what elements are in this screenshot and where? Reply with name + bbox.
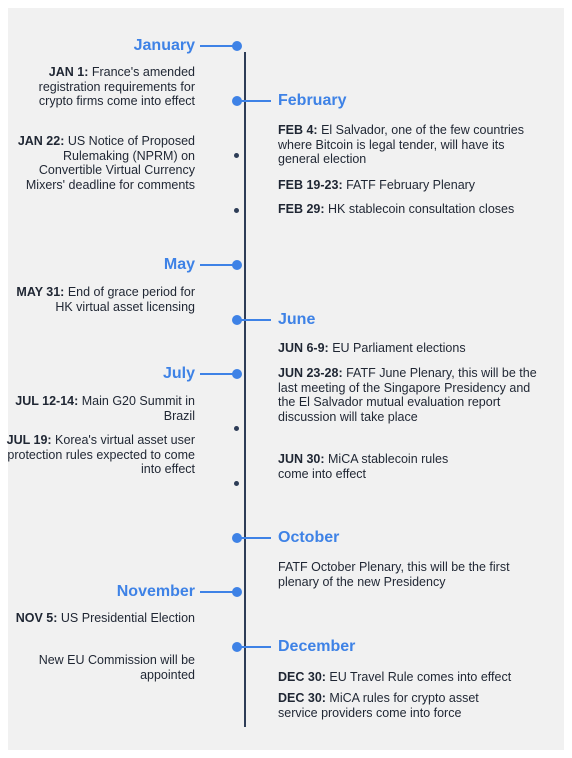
event-jun-6 xyxy=(278,341,540,356)
event-text: Korea's virtual asset user protection rules expected to come into effect xyxy=(7,433,195,476)
february-connector xyxy=(237,100,271,102)
event-text: US Presidential Election xyxy=(57,611,195,625)
event-text: New EU Commission will be appointed xyxy=(38,653,195,682)
month-may: May xyxy=(163,256,195,273)
event-text: MiCA rules for crypto asset service providers come into force xyxy=(278,691,479,720)
june-connector xyxy=(237,319,271,321)
event-date: MAY 31: xyxy=(16,285,65,299)
month-february: February xyxy=(278,92,347,109)
month-december: December xyxy=(278,638,356,655)
month-july: July xyxy=(162,365,195,382)
event-text: MiCA stablecoin rules come into effect xyxy=(278,452,449,481)
tick-dot xyxy=(234,426,239,431)
event-text: France's amended registration requirements for crypto firms come into effect xyxy=(38,65,195,108)
tick-dot xyxy=(234,153,239,158)
december-connector xyxy=(237,646,271,648)
event-jan-22 xyxy=(5,134,195,192)
event-date: JAN 22: xyxy=(17,134,65,148)
event-date: DEC 30: xyxy=(278,670,326,684)
tick-dot xyxy=(234,208,239,213)
event-text: HK stablecoin consultation closes xyxy=(324,202,515,216)
month-november: November xyxy=(116,583,195,600)
event-text: FATF October Plenary, this will be the first plenary of the new Presidency xyxy=(278,560,510,589)
event-date: JUL 19: xyxy=(6,433,52,447)
event-feb-29 xyxy=(278,202,540,217)
event-date: JUN 23-28: xyxy=(278,366,343,380)
event-nov-eu-commission xyxy=(5,653,195,682)
july-connector xyxy=(200,373,236,375)
event-jun-30 xyxy=(278,452,468,481)
event-date: JUN 30: xyxy=(278,452,325,466)
event-date: JAN 1: xyxy=(48,65,89,79)
january-connector xyxy=(200,45,236,47)
event-date: NOV 5: xyxy=(15,611,58,625)
tick-dot xyxy=(234,481,239,486)
event-text: Main G20 Summit in Brazil xyxy=(78,394,195,423)
event-jan-1 xyxy=(5,65,195,109)
event-date: FEB 4: xyxy=(278,123,318,137)
event-oct-plenary xyxy=(278,560,540,589)
event-dec-30-travel-rule xyxy=(278,670,540,685)
event-feb-19 xyxy=(278,178,540,193)
event-date: JUL 12-14: xyxy=(15,394,79,408)
event-date: JUN 6-9: xyxy=(278,341,329,355)
event-text: EU Travel Rule comes into effect xyxy=(325,670,512,684)
event-jul-12 xyxy=(5,394,195,423)
event-may-31 xyxy=(5,285,195,314)
may-connector xyxy=(200,264,236,266)
month-october: October xyxy=(278,529,340,546)
event-text: El Salvador, one of the few countries where Bitcoin is legal tender, will have its general election xyxy=(278,123,524,166)
event-dec-30-mica xyxy=(278,691,518,720)
event-text: US Notice of Proposed Rulemaking (NPRM) on Convertible Virtual Currency Mixers' deadline for comments xyxy=(25,134,195,192)
month-june: June xyxy=(278,311,316,328)
event-date: DEC 30: xyxy=(278,691,326,705)
event-feb-4 xyxy=(278,123,540,167)
event-text: EU Parliament elections xyxy=(328,341,466,355)
event-date: FEB 29: xyxy=(278,202,325,216)
month-january: January xyxy=(133,37,195,54)
event-jul-19 xyxy=(5,433,195,477)
event-nov-5 xyxy=(5,611,195,626)
event-text: FATF February Plenary xyxy=(342,178,476,192)
event-text: End of grace period for HK virtual asset licensing xyxy=(55,285,195,314)
event-date: FEB 19-23: xyxy=(278,178,343,192)
event-jun-23 xyxy=(278,366,540,424)
event-text: FATF June Plenary, this will be the last meeting of the Singapore Presidency and the El Salvador mutual evaluation report discussion will take place xyxy=(278,366,537,424)
october-connector xyxy=(237,537,271,539)
november-connector xyxy=(200,591,236,593)
timeline-axis xyxy=(244,52,246,727)
